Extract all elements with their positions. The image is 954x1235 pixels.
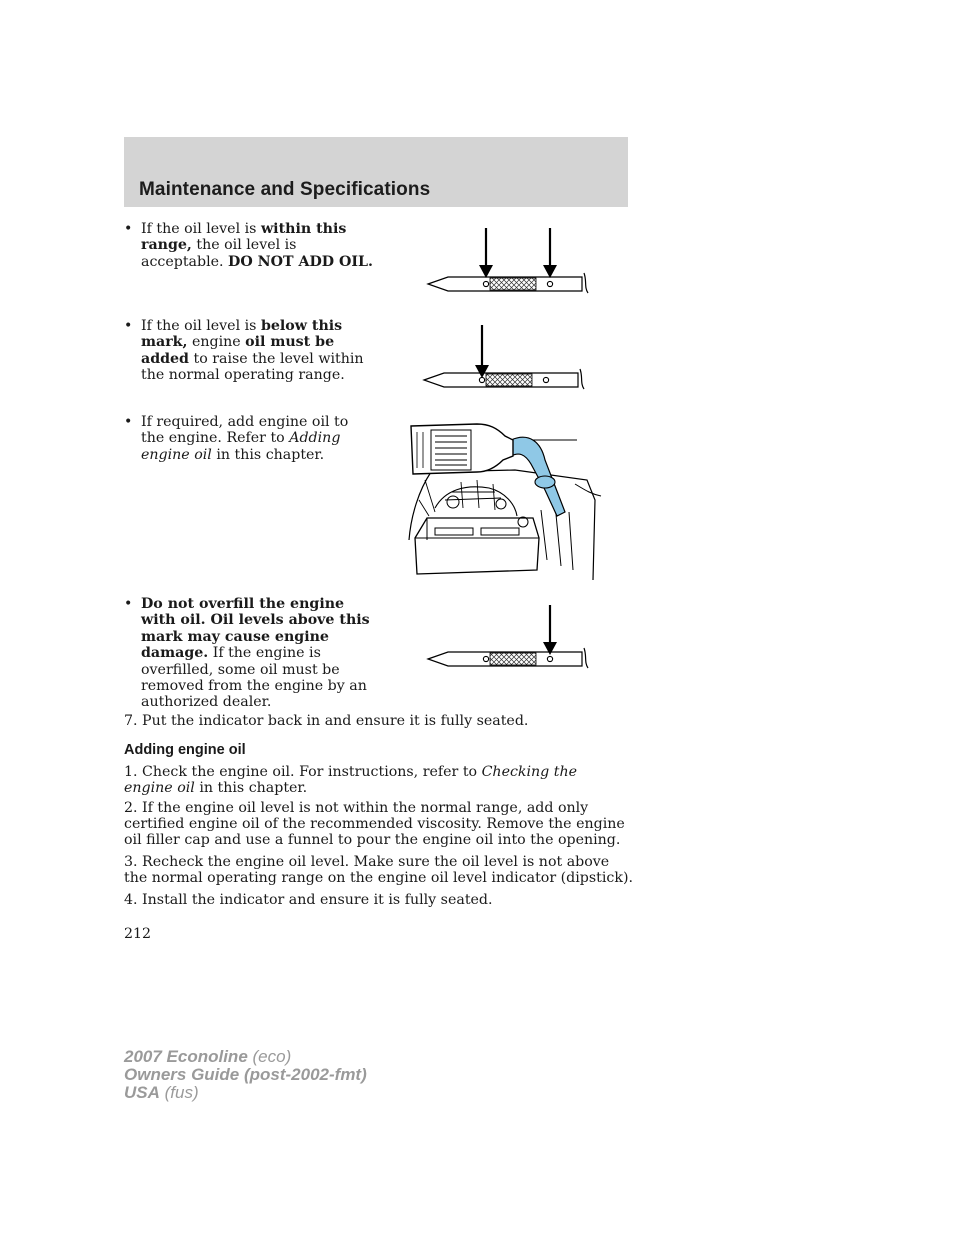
dipstick-range-figure [424,225,594,297]
step-4: 4. Install the indicator and ensure it is fully seated. [124,892,493,908]
bullet-overfill-warning: • Do not overfill the engine with oil. Oil levels above this mark may cause engine damage. If the engine is overfilled, some oil must be removed from the engine by an authorized dealer. [124,596,374,711]
bullet-text: If the oil level is below this mark, engine oil must be added to raise the level within the normal operating range. [141,318,364,384]
footer: 2007 Econoline (eco) Owners Guide (post-2002-fmt) USA (fus) [124,1047,367,1102]
section-header [124,137,628,207]
step-1: 1. Check the engine oil. For instructions, refer to Checking the engine oil in this chapter. [124,764,578,796]
bullet-within-range: • If the oil level is within this range, the oil level is acceptable. DO NOT ADD OIL. [124,221,373,270]
step-3: 3. Recheck the engine oil level. Make sure the oil level is not above the normal operating range on the engine oil level indicator (dipstick). [124,854,633,886]
bullet-text: Do not overfill the engine with oil. Oil levels above this mark may cause engine damage. If the engine is overfilled, some oil must be removed from the engine by an authorized dealer. [141,596,370,711]
dipstick-high-figure [424,602,594,674]
bullet-text: If the oil level is within this range, the oil level is acceptable. DO NOT ADD OIL. [141,221,373,270]
engine-oil-bottle-figure [405,420,605,585]
step-7: 7. Put the indicator back in and ensure it is fully seated. [124,713,529,729]
step-2: 2. If the engine oil level is not within the normal range, add only certified engine oil of the recommended viscosity. Remove the engine oil filler cap and use a funnel to pour the engine oil into the opening. [124,800,625,848]
page-number: 212 [124,926,152,942]
dipstick-low-figure [420,322,590,392]
bullet-add-oil: • If required, add engine oil to the engine. Refer to Adding engine oil in this chapter. [124,414,374,463]
subheading-adding-oil: Adding engine oil [124,742,246,758]
bullet-text: If required, add engine oil to the engine. Refer to Adding engine oil in this chapter. [141,414,349,463]
section-title: Maintenance and Specifications [139,179,431,200]
bullet-below-mark: • If the oil level is below this mark, engine oil must be added to raise the level within the normal operating range. [124,318,374,384]
